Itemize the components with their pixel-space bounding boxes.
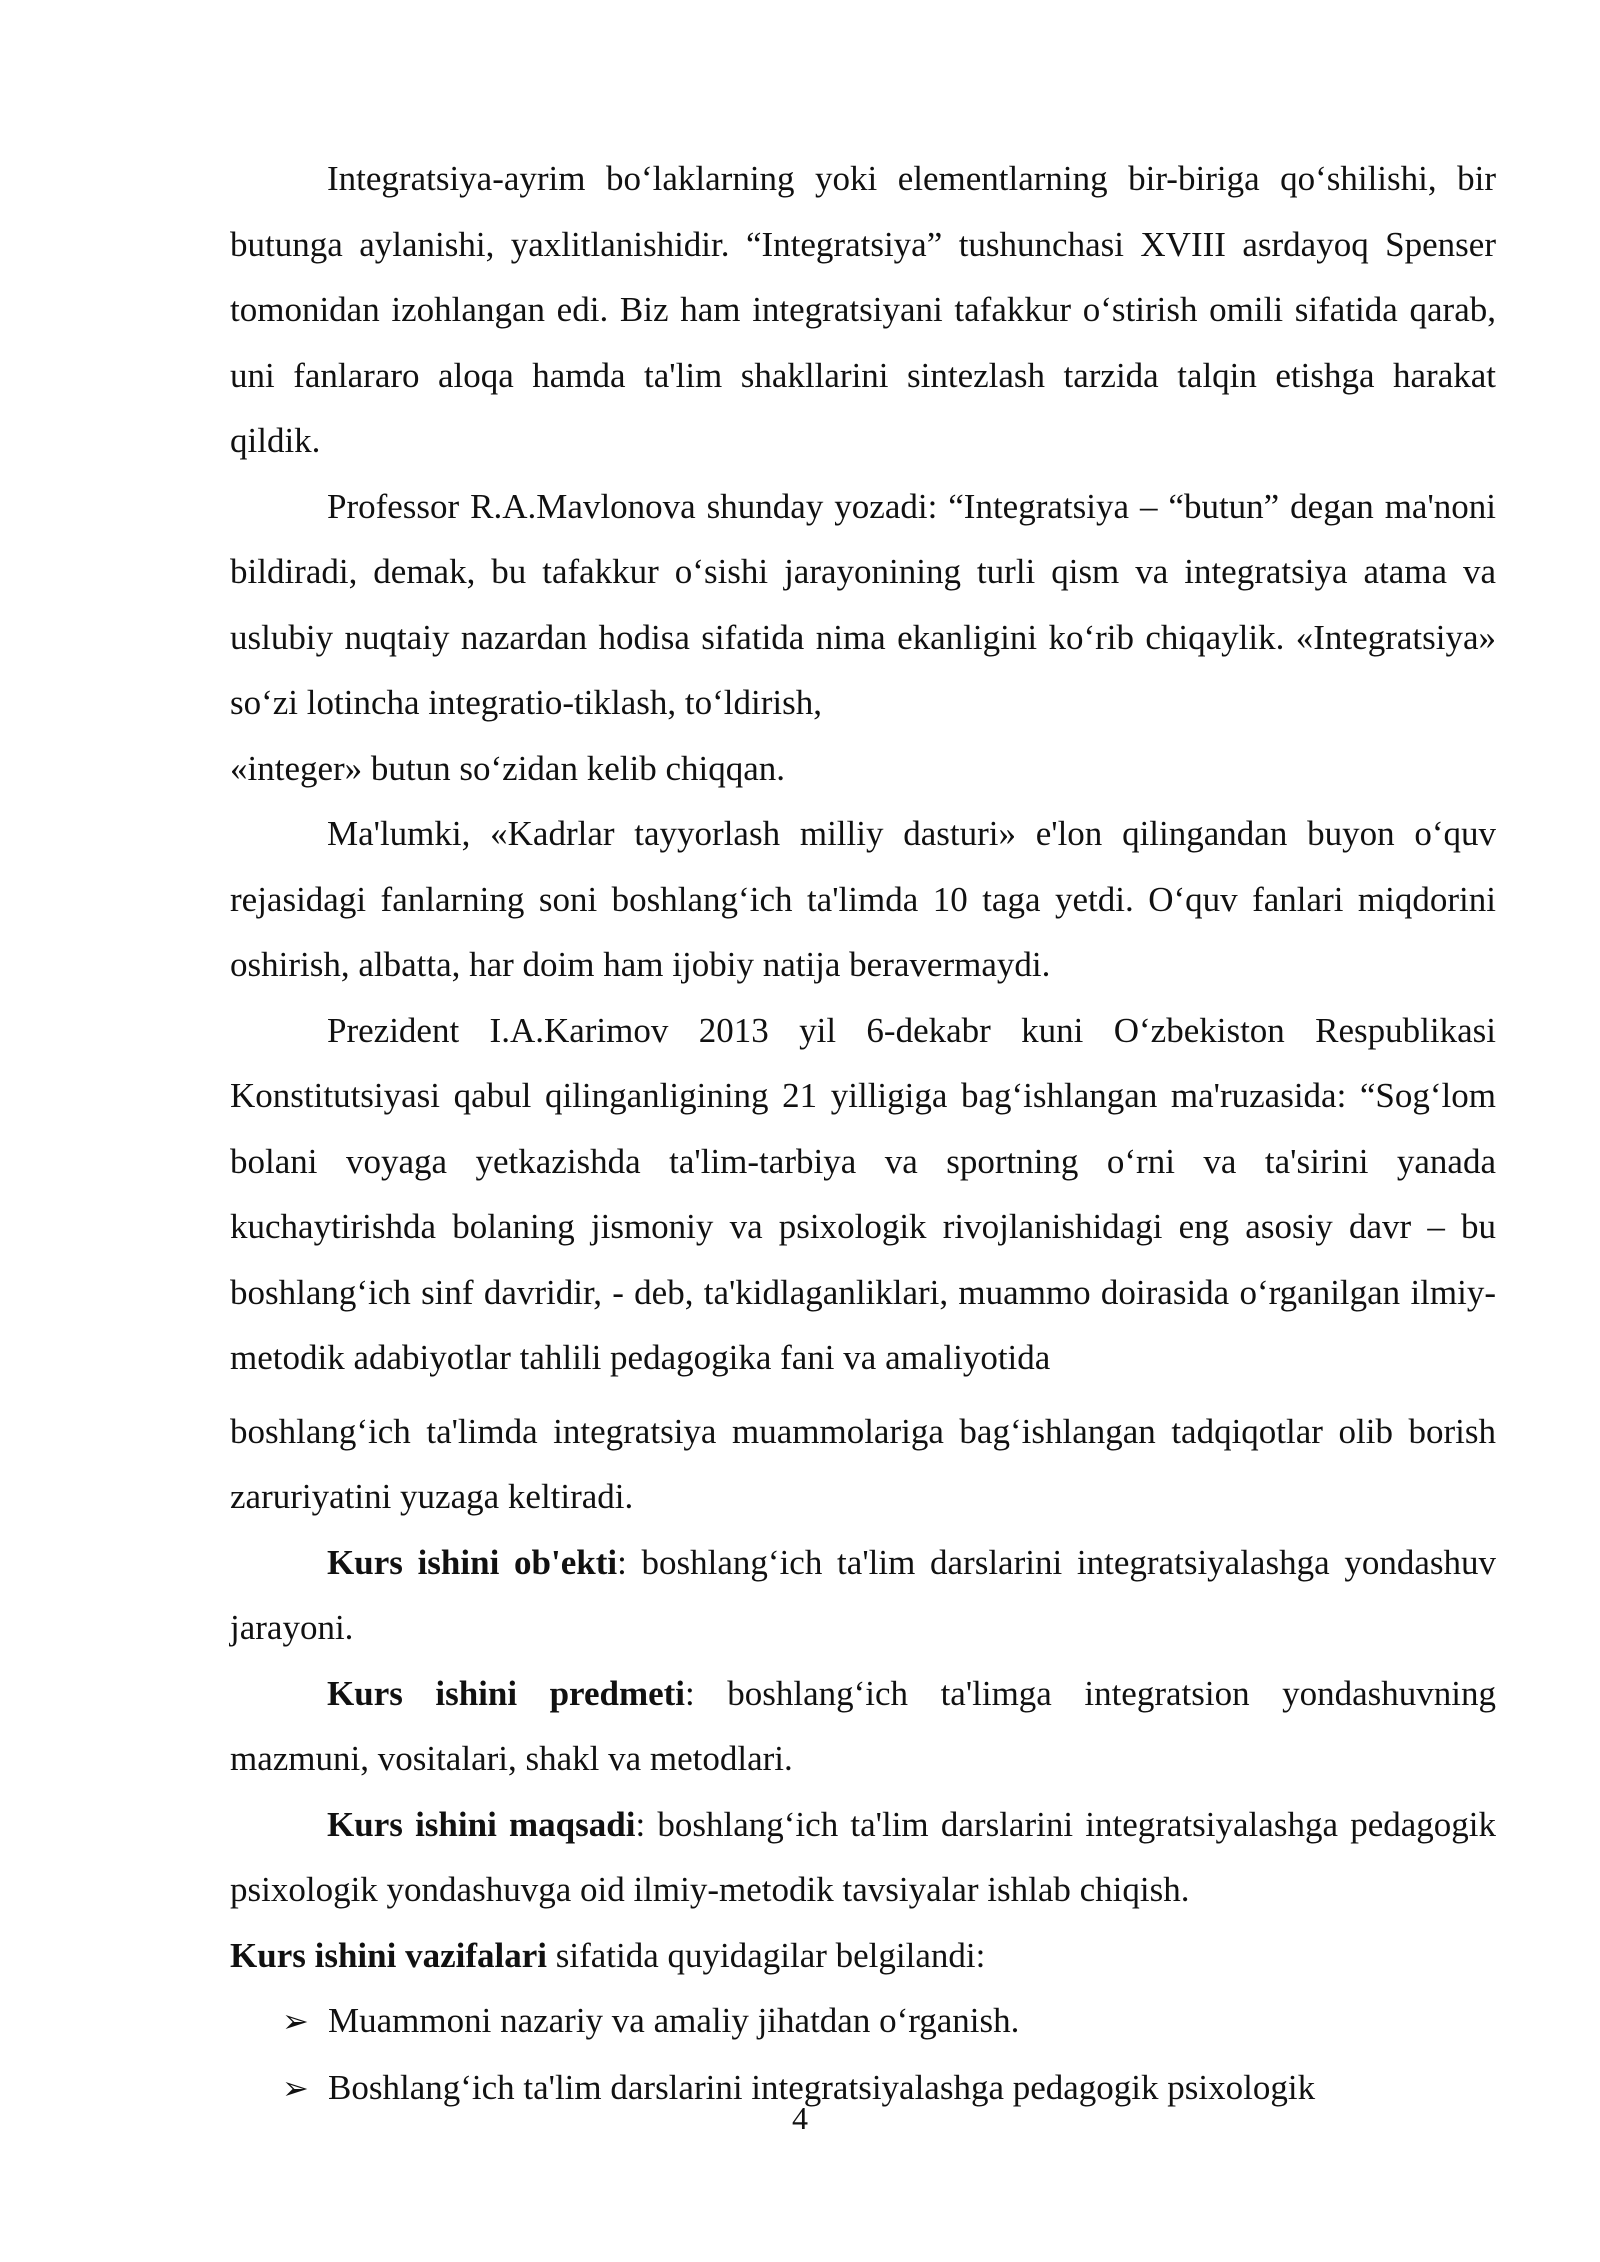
course-object-text: : boshlang‘ich ta'lim darslarini integratsiyalashga yondashuv jarayoni. xyxy=(230,1542,1496,1647)
paragraph-integration-definition: Integratsiya-ayrim bo‘laklarning yoki elementlarning bir-biriga qo‘shilishi, bir butunga aylanishi, yaxlitlanishidir. “Integratsiya” tushunchasi XVIII asrdayoq Spenser tomonidan izohlangan edi. Biz ham integratsiyani tafakkur o‘stirish omili sifatida qarab, uni fanlararo aloqa hamda ta'lim shakllarini sintezlash tarzida talqin etishga harakat qildik. xyxy=(230,159,1496,460)
course-subject-paragraph xyxy=(230,1661,1496,1792)
course-subject-label: Kurs ishini predmeti xyxy=(327,1673,686,1713)
course-goal-label: Kurs ishini maqsadi xyxy=(327,1804,636,1844)
list-item xyxy=(230,1988,1496,2055)
course-tasks-paragraph xyxy=(230,1923,1496,1989)
task-text: Boshlang‘ich ta'lim darslarini integratsiyalashga pedagogik psixologik xyxy=(328,2067,1316,2107)
page-number: 4 xyxy=(792,2100,808,2136)
task-text: Muammoni nazariy va amaliy jihatdan o‘rganish. xyxy=(328,2001,1020,2040)
course-subject-text: : boshlang‘ich ta'limga integratsion yondashuvning mazmuni, vositalari, shakl va metodlari. xyxy=(230,1673,1496,1778)
paragraph-research-necessity: boshlang‘ich ta'limda integratsiya muammolariga bag‘ishlangan tadqiqotlar olib borish zaruriyatini yuzaga keltiradi. xyxy=(230,1411,1496,1516)
paragraph-president-speech: Prezident I.A.Karimov 2013 yil 6-dekabr kuni O‘zbekiston Respublikasi Konstitutsiyasi qabul qilinganligining 21 yilligiga bag‘ishlangan ma'ruzasida: “Sog‘lom bolani voyaga yetkazishda ta'lim-tarbiya va sportning o‘rni va ta'sirini yanada kuchaytirishda bolaning jismoniy va psixologik rivojlanishidagi eng asosiy davr – bu boshlang‘ich sinf davridir, - deb, ta'kidlaganliklari, muammo doirasida o‘rganilgan ilmiy-metodik adabiyotlar tahlili pedagogika fani va amaliyotida xyxy=(230,1010,1496,1377)
arrowhead-bullet-icon: ➢ xyxy=(282,2003,309,2039)
arrowhead-bullet-icon: ➢ xyxy=(282,2069,309,2106)
paragraph-kadrlar-program: Ma'lumki, «Kadrlar tayyorlash milliy dasturi» e'lon qilingandan buyon o‘quv rejasidagi fanlarning soni boshlang‘ich ta'limda 10 taga yetdi. O‘quv fanlari miqdorini oshirish, albatta, har doim ham ijobiy natija beravermaydi. xyxy=(230,814,1496,984)
document-body xyxy=(230,146,1496,2121)
paragraph-mavlonova-quote: Professor R.A.Mavlonova shunday yozadi: “Integratsiya – “butun” degan ma'noni bildiradi, demak, bu tafakkur o‘sishi jarayonining turli qism va integratsiya atama va uslubiy nuqtaiy nazardan hodisa sifatida nima ekanligini ko‘rib chiqaylik. «Integratsiya» so‘zi lotincha integratio-tiklash, to‘ldirish, xyxy=(230,486,1496,722)
paragraph-integer-origin: «integer» butun so‘zidan kelib chiqqan. xyxy=(230,748,785,788)
course-tasks-text: sifatida quyidagilar belgilandi: xyxy=(546,1935,986,1975)
course-object-label: Kurs ishini ob'ekti xyxy=(327,1542,618,1582)
course-goal-text: : boshlang‘ich ta'lim darslarini integratsiyalashga pedagogik psixologik yondashuvga oid ilmiy-metodik tavsiyalar ishlab chiqish. xyxy=(230,1804,1496,1909)
course-object-paragraph xyxy=(230,1530,1496,1661)
course-tasks-label: Kurs ishini vazifalari xyxy=(230,1935,547,1975)
course-goal-paragraph xyxy=(230,1792,1496,1923)
